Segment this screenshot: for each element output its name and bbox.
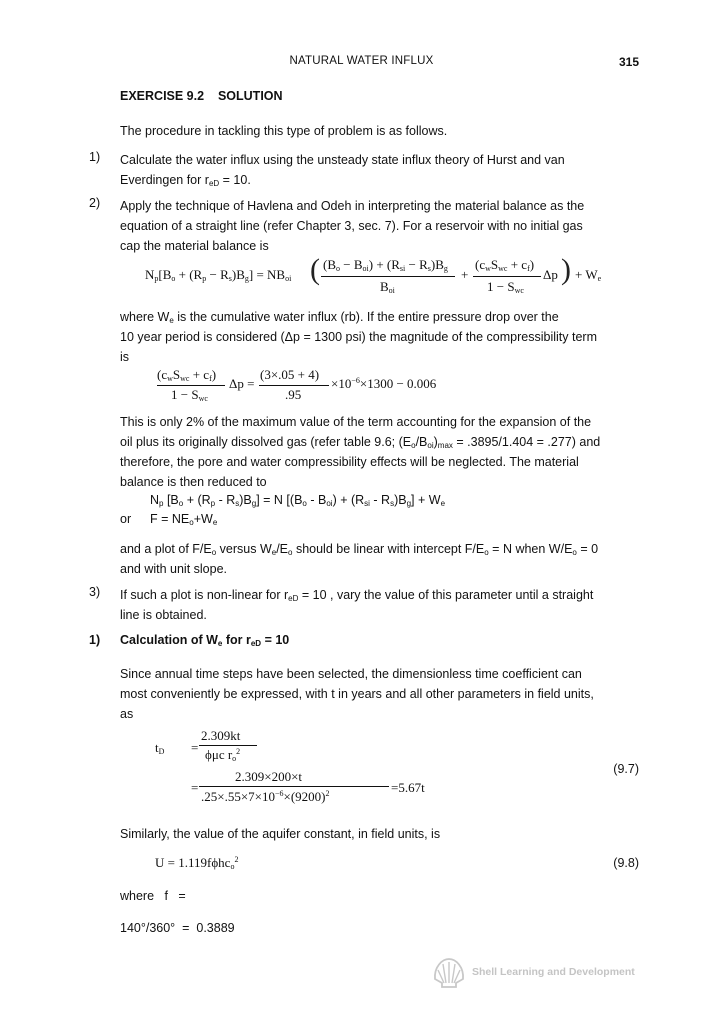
shell-pecten-icon bbox=[432, 957, 466, 989]
reduced-balance-eq-2: $F = NE_o+W_e$ bbox=[150, 512, 218, 527]
step-3-text: If such a plot is non-linear for $r_{eD} = 10$ , vary the value of this parameter until a straight line is obtained. bbox=[120, 588, 594, 622]
running-header-title: NATURAL WATER INFLUX bbox=[289, 55, 434, 67]
where-we-text: where $W_e$ is the cumulative water influx (rb). If the entire pressure drop over the 10 year period is considered (Δp = 1300 psi) the magnitude of the compressibility term is bbox=[120, 310, 597, 364]
section-1-number: 1) bbox=[89, 633, 101, 647]
material-balance-equation: $N_p[B_o + (R_p - R_s)B_g] = NB_{oi}$ ( $(B_o - B_{oi}) + (R_{si} - R_s)B_g$ $B_{oi}$ + $(c_wS_{wc} + c_f)$ $1 - S_{wc}$ Δp ) + $W_e$ bbox=[145, 253, 602, 295]
plot-paragraph: and a plot of $F/E_o$ versus $W_e/E_o$ should be linear with intercept $F/E_o = N$ when $W/E_o = 0$ and with unit slope. bbox=[120, 542, 599, 576]
eq-number-9-7: (9.7) bbox=[613, 762, 639, 776]
shell-logo bbox=[430, 955, 650, 991]
compressibility-equation: $(c_wS_{wc} + c_f)$ $1 - S_{wc}$ Δp = (3×.05 + 4) .95 $\times 10^{-6}\times 1300 - 0.006$ bbox=[157, 367, 437, 403]
two-percent-paragraph: This is only 2% of the maximum value of the term accounting for the expansion of the oil plus its originally dissolved gas (refer table 9.6; $(E_o/B_{oi})_{max} = .3895/1.404 = .277$) and therefore, the pore and water compressibility effects will be neglected. The material balance is then reduced to bbox=[120, 415, 601, 489]
step-1-text: Calculate the water influx using the unsteady state influx theory of Hurst and van Everdingen for $r_{eD} = 10$. bbox=[120, 153, 565, 188]
logo-text: Shell Learning and Development bbox=[472, 966, 635, 978]
angle-fraction-text: 140°/360° = 0.3889 bbox=[120, 921, 235, 935]
section-1-title: Calculation of $W_e$ for $r_{eD} = 10$ bbox=[120, 633, 290, 648]
reduced-balance-eq-1: $N_p$ $[B_o + (R_p - R_s)B_g] = N$ $[(B_o - B_{oi}) + (R_{si} - R_s)B_g] + W_e$ bbox=[150, 493, 446, 508]
time-paragraph: Since annual time steps have been selected, the dimensionless time coefficient can most conveniently be expressed, with t in years and all other parameters in field units, as bbox=[120, 667, 594, 721]
page-number: 315 bbox=[618, 55, 639, 69]
step-3-number: 3) bbox=[89, 585, 101, 599]
td-equation: $t_D$ = 2.309kt ϕμc $r_o^2$ = 2.309×200×t $.25\times.55\times 7\times 10^{-6}\times(9200)^2$ =5.67t bbox=[155, 728, 425, 804]
aquifer-paragraph: Similarly, the value of the aquifer constant, in field units, is bbox=[120, 827, 441, 841]
intro-text: The procedure in tackling this type of problem is as follows. bbox=[120, 124, 448, 138]
step-2-text: Apply the technique of Havlena and Odeh in interpreting the material balance as the equation of a straight line (refer Chapter 3, sec. 7). For a reservoir with no initial gas cap the material balance is bbox=[120, 199, 585, 253]
step-2-number: 2) bbox=[89, 196, 101, 210]
exercise-heading: EXERCISE 9.2 SOLUTION bbox=[120, 89, 283, 103]
eq-number-9-8: (9.8) bbox=[613, 856, 639, 870]
or-label: or bbox=[120, 512, 132, 526]
u-equation: U = 1.119fϕhc$_o^2$ bbox=[155, 855, 239, 871]
where-f-text: where f = bbox=[120, 889, 186, 903]
step-1-number: 1) bbox=[89, 150, 101, 164]
